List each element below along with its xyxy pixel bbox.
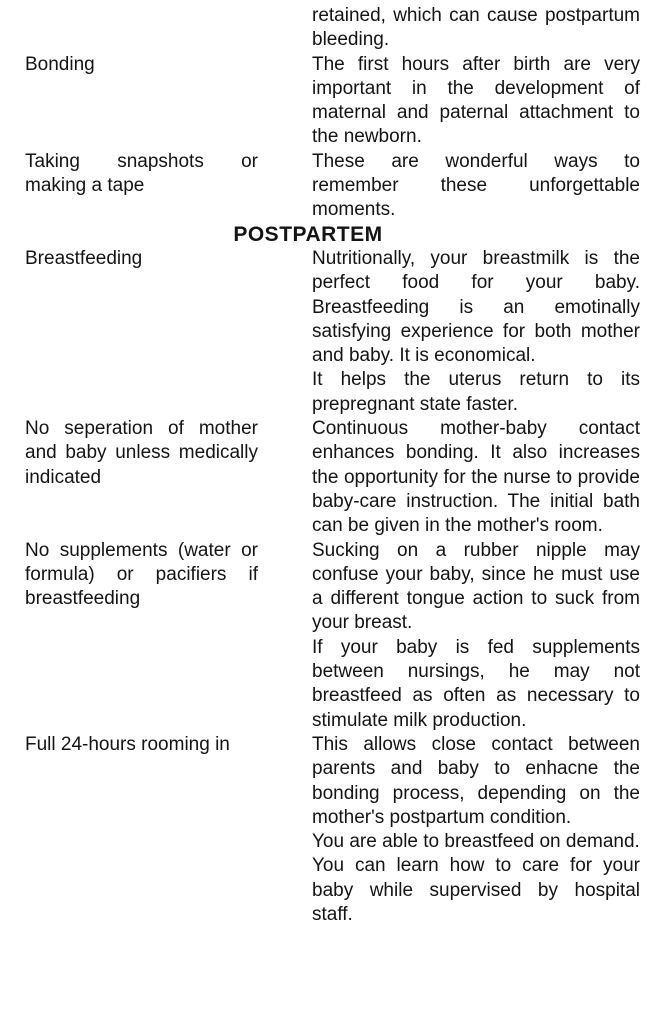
glossary-row (25, 4, 640, 53)
glossary-row (25, 417, 640, 538)
description-paragraph: retained, which can cause postpartum bleeding. (312, 5, 640, 51)
term-label: No supplements (water or formula) or pacifiers if breastfeeding (25, 539, 258, 610)
term-description (312, 733, 640, 927)
description-paragraph: You are able to breastfeed on demand. (312, 831, 640, 853)
term-label: Taking snapshots or making a tape (25, 150, 258, 197)
glossary-row (25, 539, 640, 733)
description-paragraph: Continuous mother-baby contact enhances bonding. It also increases the opportunity for the nurse to provide baby-care instruction. The initial bath can be given in the mother's room. (312, 418, 640, 537)
glossary-row (25, 53, 640, 150)
description-paragraph: This allows close contact between parents and baby to enhacne the bonding process, depending on the mother's postpartum condition. (312, 733, 640, 828)
term-label: Bonding (25, 53, 95, 75)
description-paragraph: You can learn how to care for your baby while supervised by hospital staff. (312, 855, 640, 925)
term-label: No seperation of mother and baby unless medically indicated (25, 418, 258, 488)
description-paragraph: If your baby is fed supplements between nursings, he may not breastfeed as often as necessary to stimulate milk production. (312, 636, 640, 731)
term-description (312, 53, 640, 150)
description-paragraph: These are wonderful ways to remember these unforgettable moments. (312, 150, 640, 221)
term-label: Breastfeeding (25, 247, 143, 269)
section-header-postpartem: POSTPARTEM (233, 222, 383, 246)
description-paragraph: Sucking on a rubber nipple may confuse your baby, since he must use a different tongue action to suck from your breast. (312, 539, 640, 634)
description-paragraph: The first hours after birth are very important in the development of maternal and paternal attachment to the newborn. (312, 53, 640, 148)
term-label: Full 24-hours rooming in (25, 733, 230, 755)
term-description (312, 150, 640, 223)
glossary-row (25, 247, 640, 417)
term-description (312, 417, 640, 538)
glossary-row (25, 733, 640, 927)
term-description (312, 539, 640, 733)
glossary-section-postpartum (25, 247, 640, 927)
description-paragraph: It helps the uterus return to its prepregnant state faster. (312, 369, 640, 415)
term-description (312, 4, 640, 53)
term-description (312, 247, 640, 417)
description-paragraph: Nutritionally, your breastmilk is the perfect food for your baby. Breastfeeding is an emotinally satisfying experience for both mother and baby. It is economical. (312, 247, 640, 367)
glossary-row (25, 150, 640, 223)
glossary-section-top (25, 4, 640, 223)
